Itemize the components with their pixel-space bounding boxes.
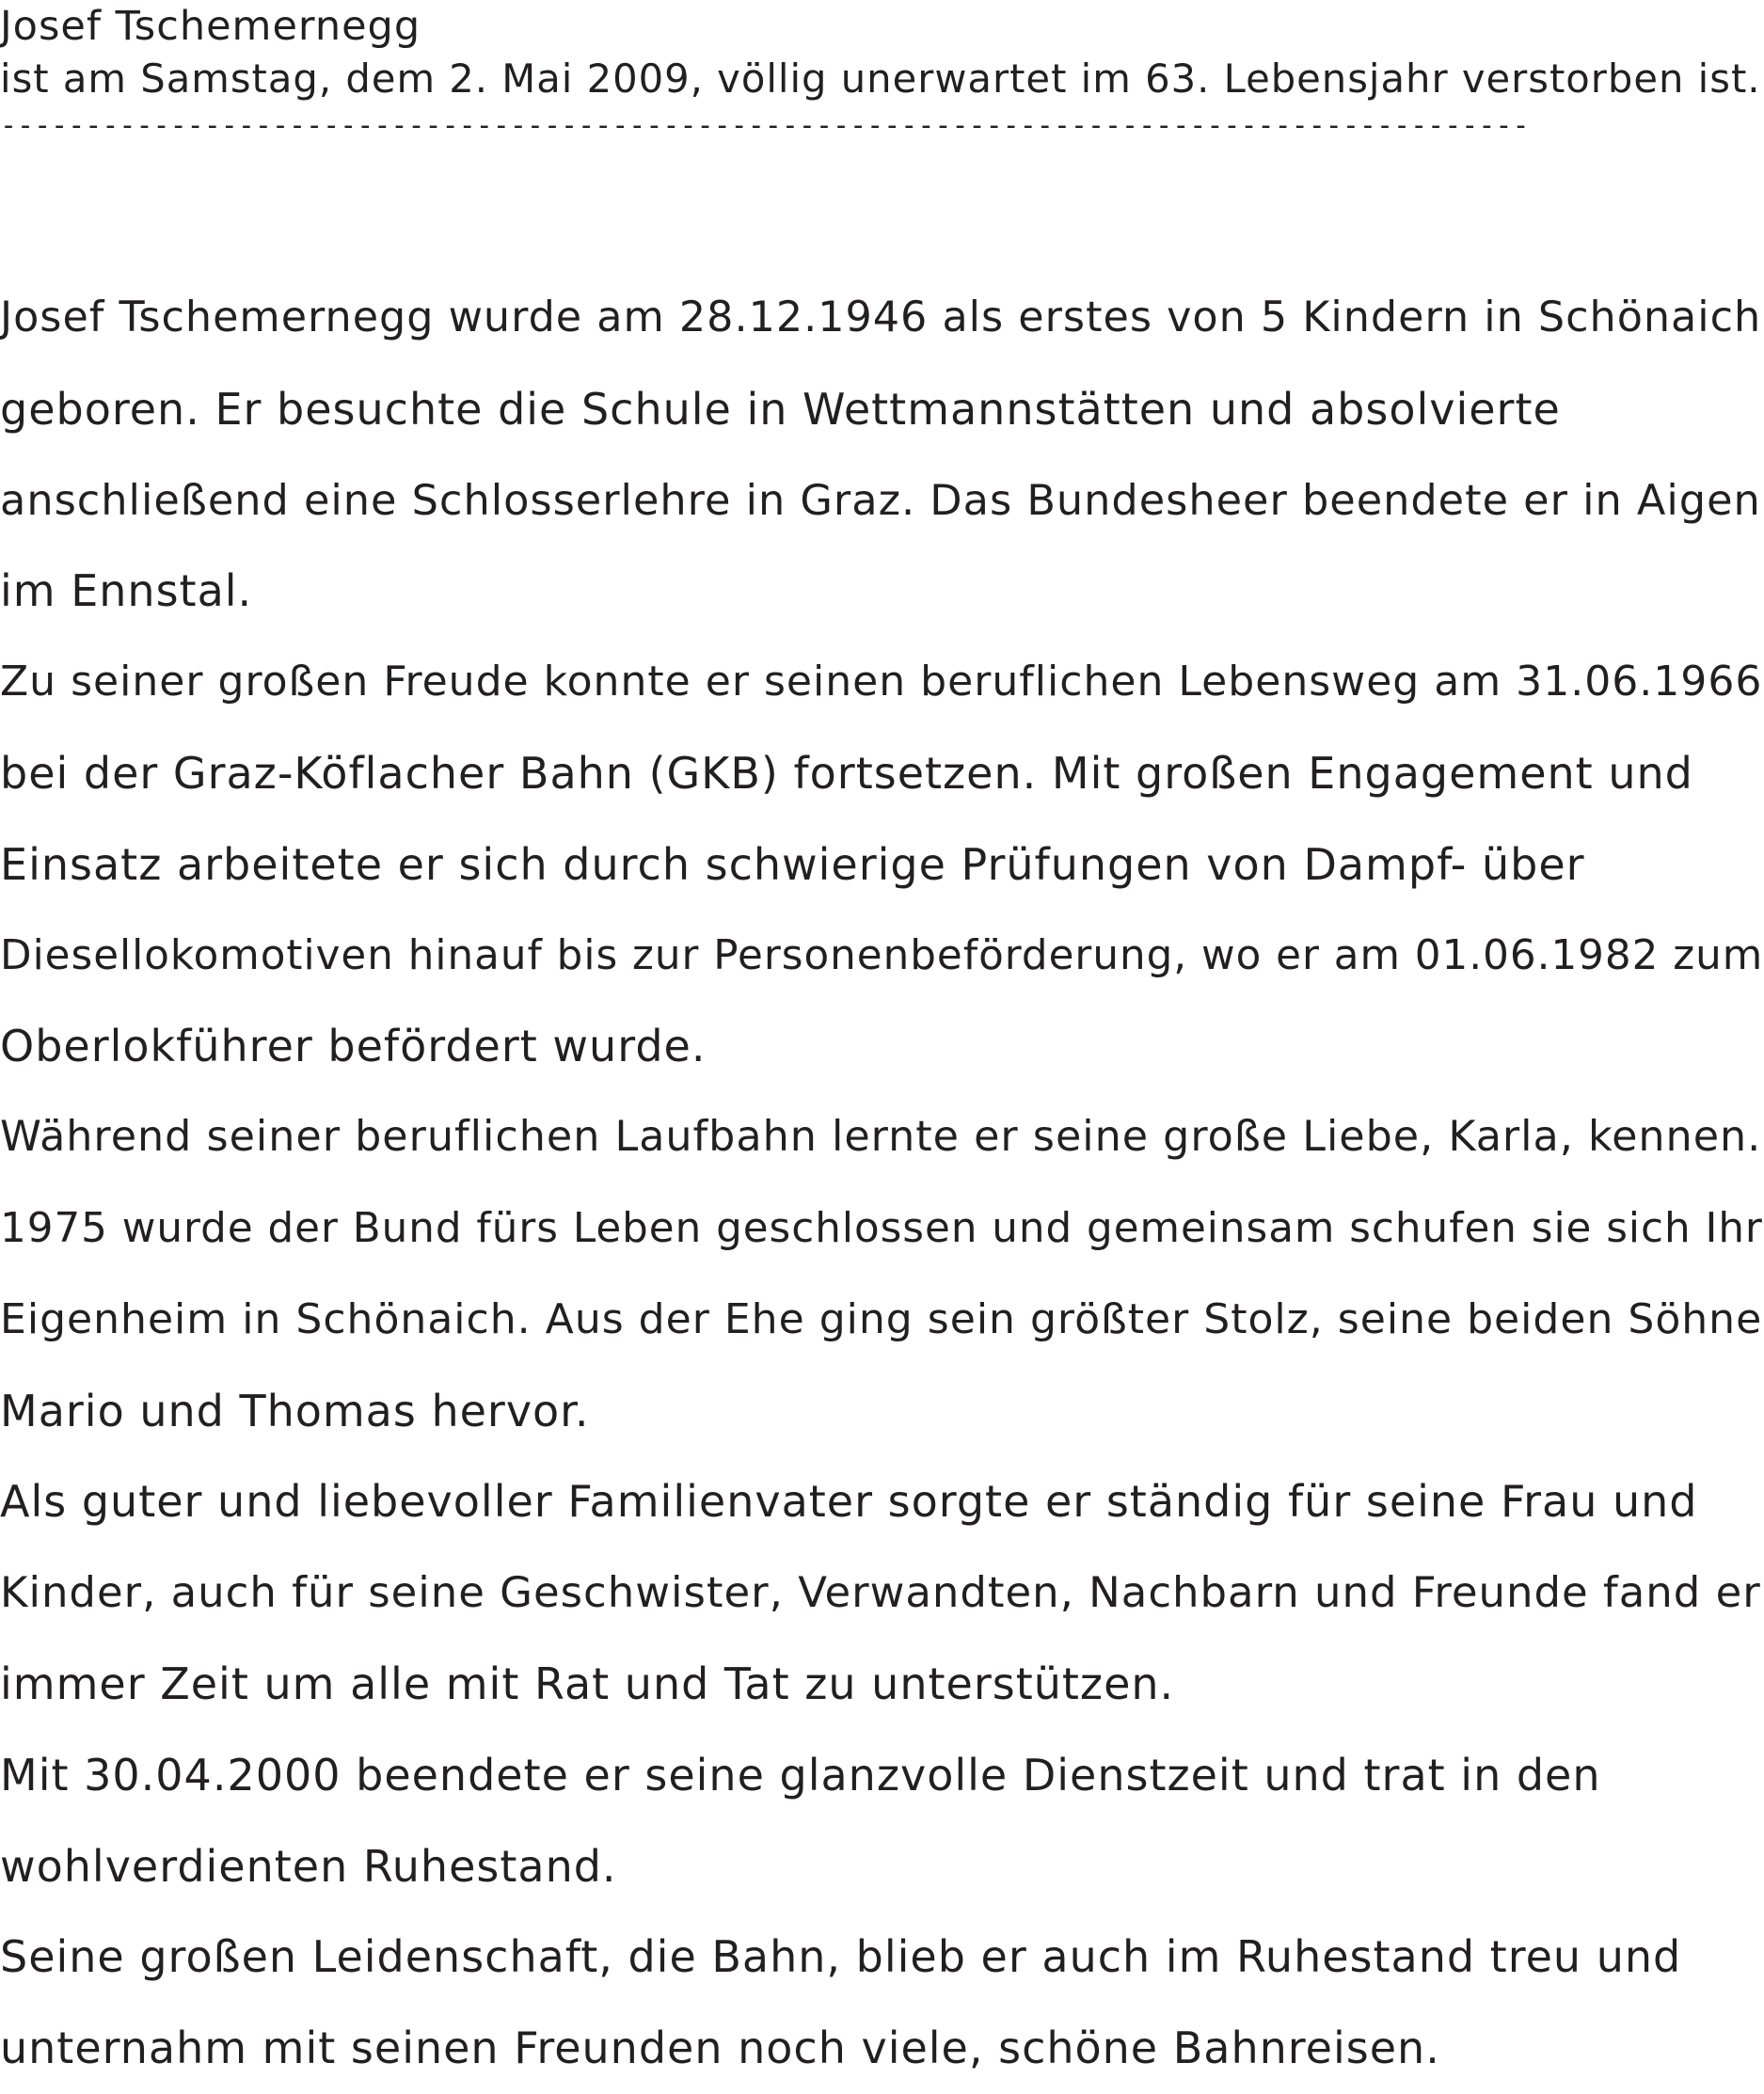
biography-line: Mit 30.04.2000 beendete er seine glanzvolle Dienstzeit und trat in den: [0, 1749, 1601, 1801]
dashed-divider: ------------------------------------------------------------------------------------------: [0, 109, 1530, 142]
biography-line: wohlverdienten Ruhestand.: [0, 1840, 617, 1892]
biography-line: geboren. Er besuchte die Schule in Wettmannstätten und absolvierte: [0, 383, 1561, 435]
biography-line: Während seiner beruflichen Laufbahn lernte er seine große Liebe, Karla, kennen.: [0, 1113, 1762, 1162]
biography-line: anschließend eine Schlosserlehre in Graz. Das Bundesheer beendete er in Aigen: [0, 475, 1761, 525]
biography-line: Diesellokomotiven hinauf bis zur Personenbeförderung, wo er am 01.06.1982 zum: [0, 931, 1764, 979]
biography-line: Einsatz arbeitete er sich durch schwierige Prüfungen von Dampf- über: [0, 838, 1585, 890]
biography-line: im Ennstal.: [0, 565, 253, 617]
biography-line: Seine großen Leidenschaft, die Bahn, blieb er auch im Ruhestand treu und: [0, 1931, 1682, 1983]
deceased-name: Josef Tschemernegg: [0, 3, 421, 50]
biography-line: unternahm mit seinen Freunden noch viele, schöne Bahnreisen.: [0, 2023, 1440, 2074]
biography-line: Josef Tschemernegg wurde am 28.12.1946 als erstes von 5 Kindern in Schönaich: [0, 293, 1762, 341]
death-announcement: ist am Samstag, dem 2. Mai 2009, völlig unerwartet im 63. Lebensjahr verstorben ist.: [0, 56, 1761, 102]
biography-text: [0, 273, 1764, 2094]
biography-line: Oberlokführer befördert wurde.: [0, 1021, 707, 1072]
biography-line: Als guter und liebevoller Familienvater sorgte er ständig für seine Frau und: [0, 1476, 1698, 1528]
biography-line: Zu seiner großen Freude konnte er seinen beruflichen Lebensweg am 31.06.1966: [0, 658, 1763, 706]
biography-line: Eigenheim in Schönaich. Aus der Ehe ging sein größter Stolz, seine beiden Söhne: [0, 1294, 1763, 1343]
biography-line: Kinder, auch für seine Geschwister, Verwandten, Nachbarn und Freunde fand er: [0, 1567, 1761, 1618]
biography-line: immer Zeit um alle mit Rat und Tat zu unterstützen.: [0, 1658, 1175, 1709]
biography-line: Mario und Thomas hervor.: [0, 1385, 590, 1436]
document-header: [0, 0, 1764, 145]
biography-line: bei der Graz-Köflacher Bahn (GKB) fortsetzen. Mit großen Engagement und: [0, 747, 1693, 799]
biography-line: 1975 wurde der Bund fürs Leben geschlossen und gemeinsam schufen sie sich Ihr: [0, 1204, 1763, 1252]
